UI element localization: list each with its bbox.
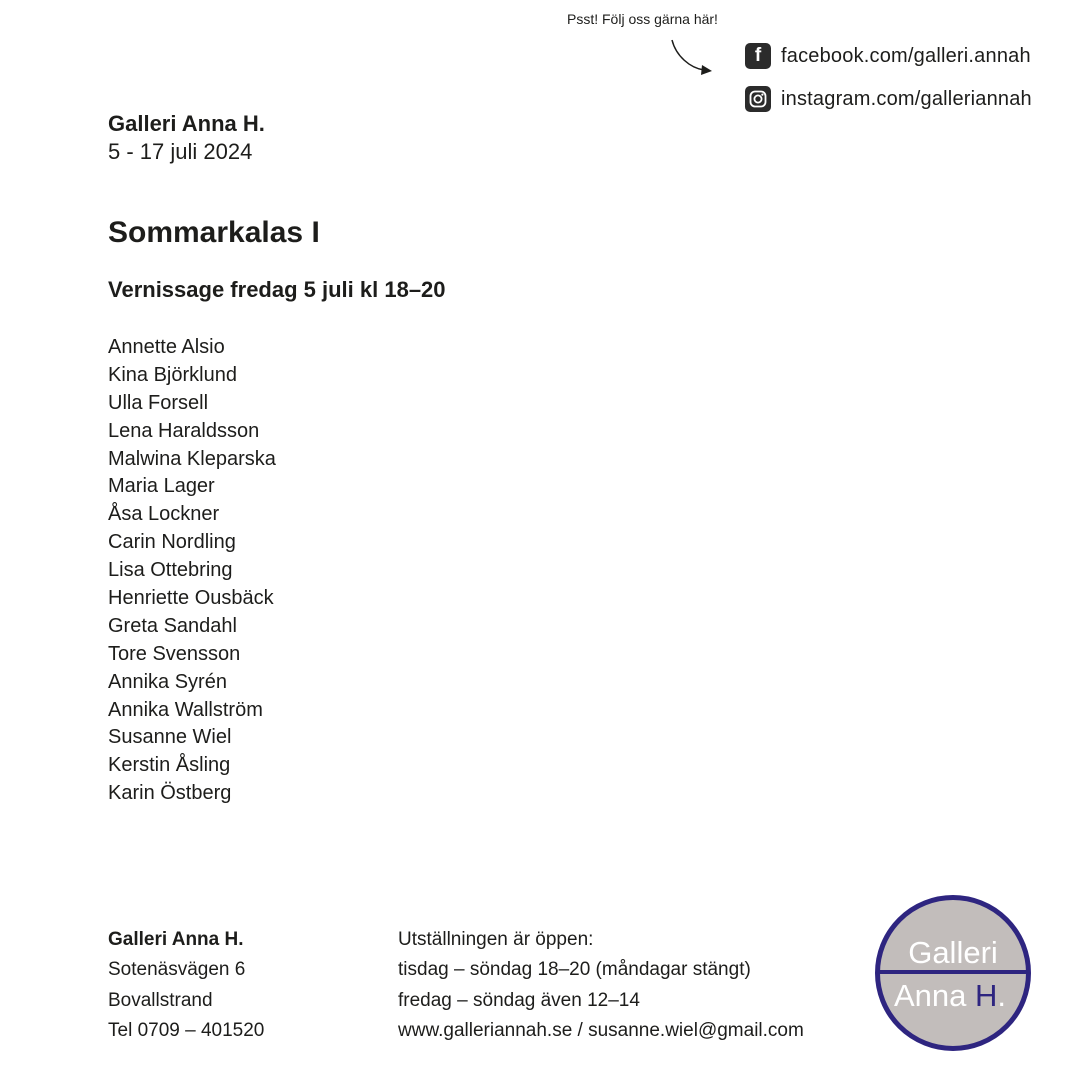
artist-name: Lisa Ottebring: [108, 559, 233, 582]
artist-name: Henriette Ousbäck: [108, 587, 274, 610]
address-town: Bovallstrand: [108, 989, 213, 1011]
hours-heading: Utställningen är öppen:: [398, 929, 594, 950]
artist-list: [108, 334, 276, 808]
artist-name: Tore Svensson: [108, 642, 241, 665]
artist-name: Carin Nordling: [108, 531, 236, 554]
logo-bottom-line: [894, 978, 1006, 1013]
address-phone: Tel 0709 – 401520: [108, 1019, 265, 1041]
artist-name: Kerstin Åsling: [108, 754, 231, 777]
artist-name: Maria Lager: [108, 475, 215, 498]
exhibition-dates: 5 - 17 juli 2024: [108, 139, 253, 164]
hours-weekdays: tisdag – söndag 18–20 (måndagar stängt): [398, 959, 751, 981]
artist-name: Åsa Lockner: [108, 503, 220, 526]
artist-name: Malwina Kleparska: [108, 447, 276, 470]
artist-name: Lena Haraldsson: [108, 419, 260, 442]
instagram-link[interactable]: [745, 86, 1032, 112]
gallery-name: Galleri Anna H.: [108, 111, 265, 136]
contact-links[interactable]: www.galleriannah.se / susanne.wiel@gmail.com: [398, 1019, 804, 1041]
artist-name: Susanne Wiel: [108, 726, 232, 749]
facebook-link[interactable]: [745, 43, 1031, 69]
artist-name: Annette Alsio: [108, 336, 225, 358]
artist-name: Ulla Forsell: [108, 391, 209, 414]
artist-name: Annika Wallström: [108, 698, 263, 721]
logo-letter: H: [975, 978, 998, 1013]
instagram-link-text[interactable]: instagram.com/galleriannah: [781, 87, 1032, 110]
logo-top-word: Galleri: [908, 935, 998, 970]
artist-name: Annika Syrén: [108, 670, 227, 693]
instagram-icon: [745, 86, 771, 112]
address-name: Galleri Anna H.: [108, 929, 244, 950]
opening-hours: [398, 925, 804, 1046]
logo-dot: .: [997, 978, 1007, 1013]
gallery-address: [108, 925, 264, 1046]
vernissage-info: Vernissage fredag 5 juli kl 18–20: [108, 277, 446, 302]
hours-weekend: fredag – söndag även 12–14: [398, 989, 640, 1011]
artist-name: Karin Östberg: [108, 782, 232, 805]
address-street: Sotenäsvägen 6: [108, 959, 246, 981]
gallery-logo: [874, 894, 1032, 1052]
arrow-icon: [668, 38, 716, 78]
exhibition-title: Sommarkalas I: [108, 216, 320, 249]
facebook-icon: f: [745, 43, 771, 69]
artist-name: Greta Sandahl: [108, 614, 237, 637]
logo-bottom-word: Anna: [893, 978, 967, 1013]
social-hint: Psst! Följ oss gärna här!: [567, 11, 718, 27]
artist-name: Kina Björklund: [108, 363, 237, 386]
facebook-link-text[interactable]: facebook.com/galleri.annah: [781, 44, 1031, 67]
